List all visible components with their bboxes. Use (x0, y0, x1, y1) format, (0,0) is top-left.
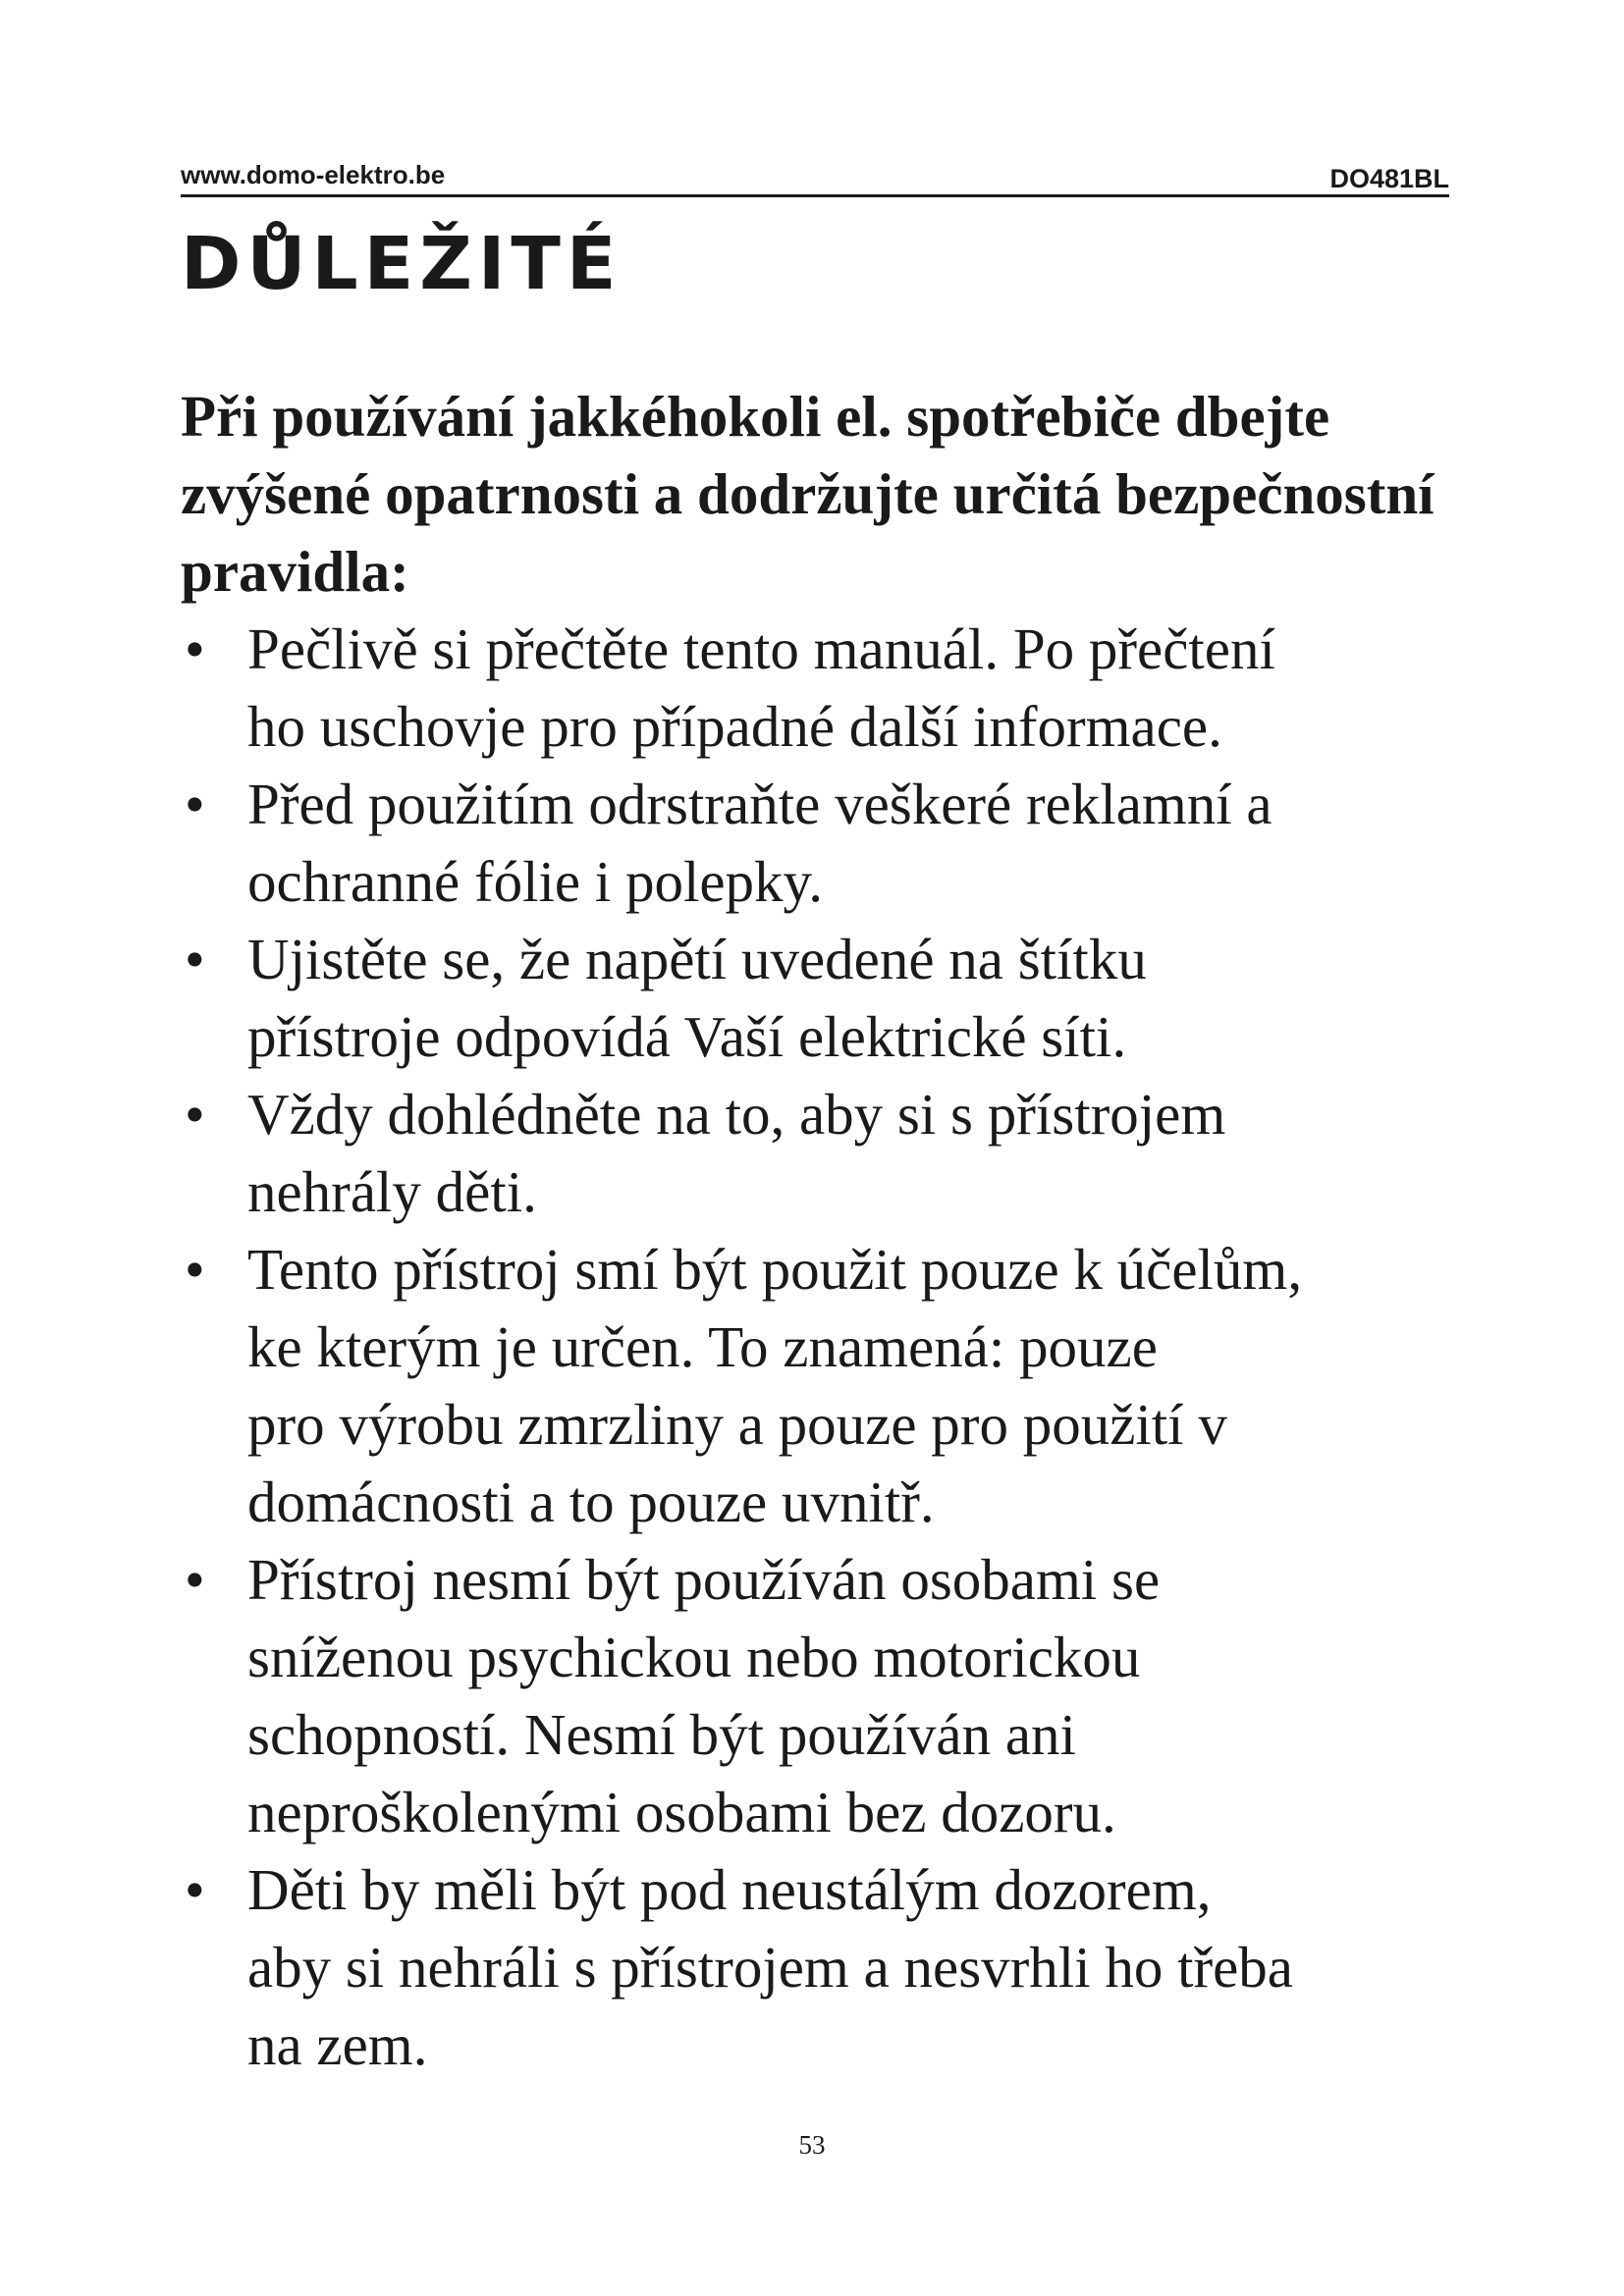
list-item (181, 1851, 1457, 2084)
list-item-line: pro výrobu zmrzliny a pouze pro použití v (247, 1392, 1227, 1457)
list-item-line: aby si nehráli s přístrojem a nesvrhli ho třeba (247, 1935, 1293, 2000)
list-item (181, 1076, 1457, 1231)
list-item-line: přístroje odpovídá Vaší elektrické síti. (247, 1004, 1127, 1069)
website-url: www.domo-elektro.be (181, 160, 446, 189)
list-item-line: neproškolenými osobami bez dozoru. (247, 1780, 1116, 1844)
list-item-line: domácnosti a to pouze uvnitř. (247, 1469, 935, 1534)
list-item-line: Před použitím odrstraňte veškeré reklamní a (247, 772, 1272, 836)
list-item (181, 1541, 1457, 1851)
list-item-line: nehrály děti. (247, 1159, 537, 1224)
intro-paragraph (181, 378, 1457, 611)
safety-list (181, 611, 1457, 2084)
list-item-line: schopností. Nesmí být používán ani (247, 1702, 1076, 1767)
model-number: DO481BL (1329, 164, 1449, 193)
bullet-icon: • (185, 1082, 205, 1147)
list-item-line: ke kterým je určen. To znamená: pouze (247, 1314, 1158, 1379)
list-item-line: sníženou psychickou nebo motorickou (247, 1625, 1141, 1689)
list-item (181, 921, 1457, 1076)
bullet-icon: • (185, 1237, 205, 1302)
list-item-line: ho uschovje pro případné další informace. (247, 694, 1222, 759)
list-item-line: Přístroj nesmí být používán osobami se (247, 1547, 1161, 1612)
list-item-line: Tento přístroj smí být použit pouze k účelům, (247, 1237, 1303, 1302)
bullet-icon: • (185, 1857, 205, 1922)
header-divider (181, 194, 1449, 197)
list-item (181, 766, 1457, 921)
page-header (181, 155, 1449, 198)
bullet-icon: • (185, 927, 205, 991)
list-item-line: Pečlivě si přečtěte tento manuál. Po přečtení (247, 616, 1275, 681)
bullet-icon: • (185, 772, 205, 836)
list-item-line: Děti by měli být pod neustálým dozorem, (247, 1857, 1212, 1922)
list-item-line: na zem. (247, 2012, 428, 2077)
safety-content (181, 378, 1457, 2084)
intro-line: Při používání jakkéhokoli el. spotřebiče dbejte zvýšené opatrnosti a dodržujte určitá bezpečnostní pravidla: (181, 384, 1435, 604)
list-item-line: ochranné fólie i polepky. (247, 849, 823, 914)
list-item (181, 1231, 1457, 1541)
list-item (181, 611, 1457, 766)
page-number: 53 (798, 2130, 826, 2160)
list-item-line: Vždy dohlédněte na to, aby si s přístrojem (247, 1082, 1226, 1147)
bullet-icon: • (185, 1547, 205, 1612)
list-item-line: Ujistěte se, že napětí uvedené na štítku (247, 927, 1147, 991)
page-title: DŮLEŽITÉ (181, 222, 623, 306)
bullet-icon: • (185, 616, 205, 681)
